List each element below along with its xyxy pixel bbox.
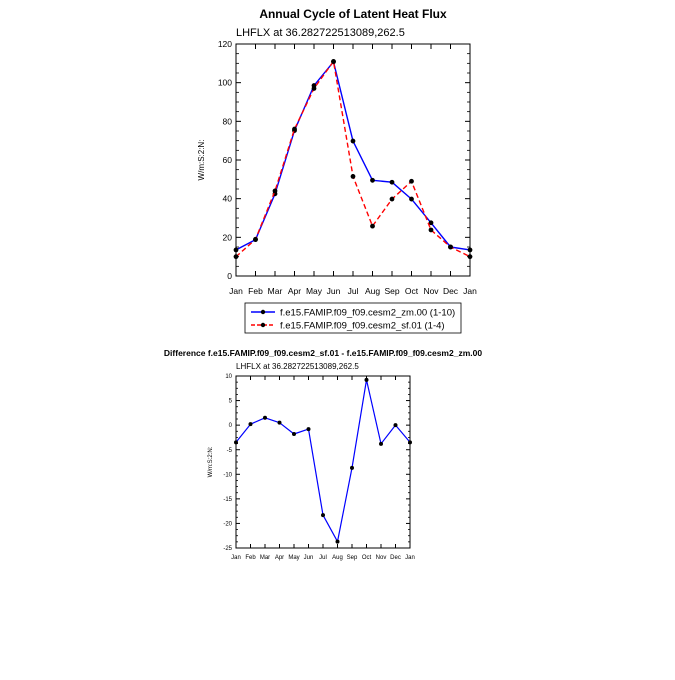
- legend-marker: [261, 310, 265, 314]
- x-tick-label: Nov: [375, 555, 387, 561]
- data-point: [263, 416, 267, 420]
- series-line: [236, 380, 410, 542]
- data-point: [292, 432, 296, 436]
- y-tick-label: 20: [222, 232, 232, 243]
- x-tick-label: Feb: [245, 555, 256, 561]
- data-point: [249, 422, 253, 426]
- plot-frame: [236, 376, 410, 548]
- x-tick-label: Mar: [267, 286, 283, 296]
- x-tick-label: Oct: [361, 555, 372, 561]
- x-tick-label: May: [288, 555, 300, 561]
- data-point: [370, 224, 375, 229]
- data-point: [390, 197, 395, 202]
- x-tick-label: Oct: [404, 286, 419, 296]
- x-tick-label: Jul: [347, 286, 359, 296]
- data-point: [365, 378, 369, 382]
- data-point: [234, 248, 239, 253]
- x-tick-label: Apr: [287, 286, 302, 296]
- data-point: [234, 254, 239, 259]
- x-tick-label: Jun: [303, 555, 314, 561]
- data-point: [409, 197, 414, 202]
- x-tick-label: Nov: [423, 286, 439, 296]
- x-tick-label: Jan: [231, 555, 241, 561]
- x-tick-label: Jun: [326, 286, 341, 296]
- legend-entry: f.e15.FAMIP.f09_f09.cesm2_zm.00 (1-10): [280, 307, 456, 319]
- y-tick-label: 5: [228, 398, 232, 405]
- series-line: [236, 62, 470, 250]
- chart-subtitle: LHFLX at 36.282722513089,262.5: [236, 362, 359, 371]
- y-tick-label: 60: [222, 154, 232, 165]
- x-tick-label: Sep: [384, 286, 400, 296]
- data-point: [312, 86, 317, 91]
- legend-marker: [261, 323, 265, 327]
- x-tick-label: Feb: [248, 286, 263, 296]
- data-point: [408, 440, 412, 444]
- y-tick-label: -20: [223, 521, 232, 528]
- y-tick-label: 100: [217, 77, 232, 88]
- x-tick-label: Aug: [332, 555, 343, 561]
- y-tick-label: 80: [222, 116, 232, 127]
- chart-title: Difference f.e15.FAMIP.f09_f09.cesm2_sf.01 - f.e15.FAMIP.f09_f09.cesm2_zm.00: [163, 348, 483, 358]
- data-point: [307, 427, 311, 431]
- x-tick-label: Dec: [390, 555, 401, 561]
- x-tick-label: Dec: [442, 286, 459, 296]
- x-tick-label: Sep: [346, 555, 358, 561]
- data-point: [351, 139, 356, 144]
- y-tick-label: -25: [223, 546, 232, 553]
- data-point: [468, 254, 473, 259]
- data-point: [273, 189, 278, 194]
- y-axis-label: W/m:S:2:N:: [208, 446, 214, 478]
- data-point: [409, 179, 414, 184]
- x-tick-label: Jul: [319, 555, 327, 561]
- y-tick-label: 120: [217, 38, 232, 49]
- data-point: [350, 466, 354, 470]
- data-point: [253, 237, 258, 242]
- y-tick-label: 0: [227, 270, 232, 281]
- data-point: [390, 180, 395, 185]
- data-point: [336, 540, 340, 544]
- legend-entry: f.e15.FAMIP.f09_f09.cesm2_sf.01 (1-4): [280, 320, 445, 332]
- y-axis-label: W/m:S:2:N:: [197, 139, 206, 181]
- x-tick-label: Jan: [463, 286, 477, 296]
- chart-title: Annual Cycle of Latent Heat Flux: [259, 7, 447, 21]
- data-point: [292, 127, 297, 132]
- x-tick-label: May: [305, 286, 323, 296]
- y-tick-label: 40: [222, 193, 232, 204]
- x-tick-label: Jan: [405, 555, 415, 561]
- plot-frame: [236, 44, 470, 276]
- data-point: [394, 423, 398, 427]
- data-point: [448, 245, 453, 250]
- x-tick-label: Apr: [274, 555, 285, 561]
- data-point: [321, 513, 325, 517]
- data-point: [351, 174, 356, 179]
- y-tick-label: -10: [223, 472, 232, 479]
- data-point: [234, 440, 238, 444]
- x-tick-label: Aug: [364, 286, 381, 296]
- data-point: [379, 442, 383, 446]
- data-point: [468, 248, 473, 253]
- y-tick-label: 10: [225, 374, 232, 381]
- y-tick-label: -15: [223, 496, 232, 503]
- y-tick-label: -5: [226, 447, 232, 454]
- x-tick-label: Jan: [229, 286, 243, 296]
- y-tick-label: 0: [228, 423, 232, 430]
- data-point: [370, 178, 375, 183]
- data-point: [278, 421, 282, 425]
- data-point: [331, 59, 336, 64]
- x-tick-label: Mar: [259, 555, 271, 561]
- data-point: [429, 228, 434, 233]
- chart-subtitle: LHFLX at 36.282722513089,262.5: [236, 27, 405, 39]
